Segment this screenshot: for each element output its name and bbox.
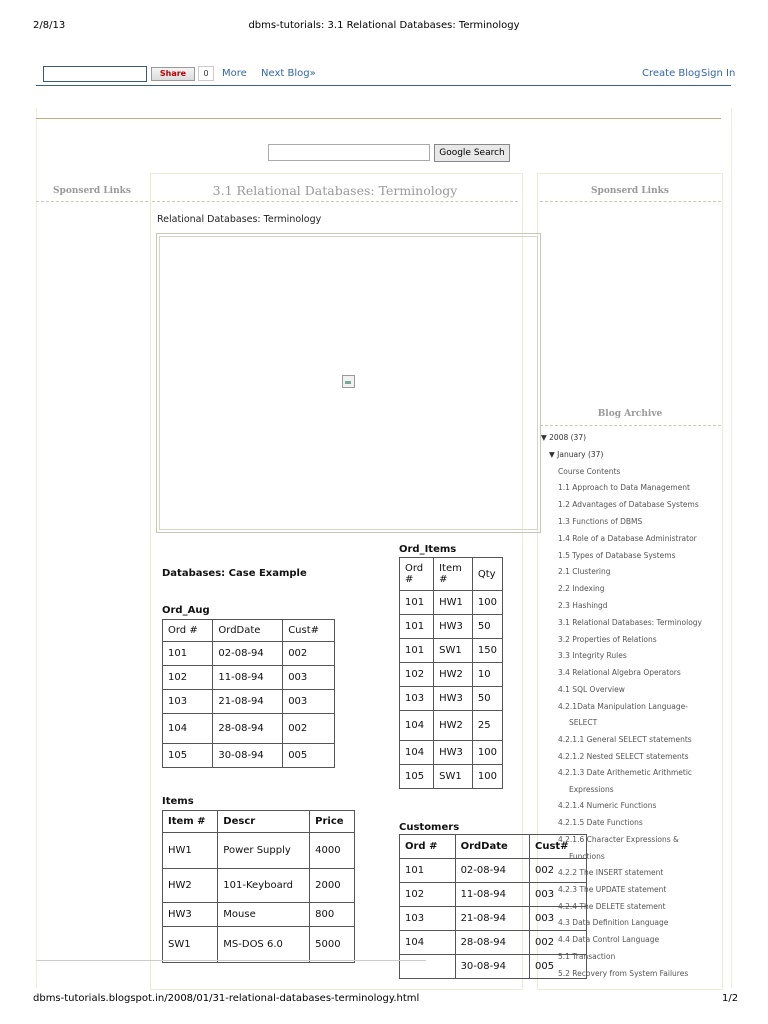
archive-post-link[interactable]: 4.2.1.5 Date Functions [558,818,643,828]
archive-post-link[interactable]: 4.4 Data Control Language [558,935,660,945]
column-header: Ord # [163,620,213,642]
table-cell: 11-08-94 [455,883,529,907]
table-cell: 102 [400,883,456,907]
table-cell: 101 [400,591,434,615]
table-header-row [400,558,503,591]
table-row [400,591,503,615]
table-cell: 103 [163,690,213,714]
table-row [163,927,355,963]
archive-post-link[interactable]: 1.5 Types of Database Systems [558,550,676,560]
table-cell: 02-08-94 [213,642,283,666]
share-count: 0 [198,66,214,81]
table-row [400,955,587,979]
archive-post-link[interactable]: 4.2.1.4 Numeric Functions [558,801,657,811]
table-cell: HW1 [163,833,218,869]
archive-post-link[interactable]: 1.2 Advantages of Database Systems [558,500,699,510]
table-cell: HW2 [163,869,218,903]
ord-items-label: Ord_Items [399,544,457,555]
table-cell: 101-Keyboard [218,869,310,903]
table-row [163,833,355,869]
table-cell: 150 [472,639,502,663]
table-row [163,690,335,714]
table-cell: 2000 [310,869,355,903]
customers-table [399,834,587,979]
table-row [400,765,503,789]
column-header: Cust# [283,620,335,642]
table-cell: 003 [283,666,335,690]
archive-post-link[interactable]: 4.2.4 The DELETE statement [558,901,666,911]
archive-post-link[interactable]: 3.1 Relational Databases: Terminology [558,617,702,627]
table-row [400,663,503,687]
archive-post-link[interactable]: 4.1 SQL Overview [558,685,625,694]
table-cell: 28-08-94 [213,714,283,744]
archive-post-link[interactable]: 4.2.1.2 Nested SELECT statements [558,751,689,761]
archive-post-link[interactable]: 2.2 Indexing [558,584,605,594]
table-header-row [163,811,355,833]
table-row [400,859,587,883]
items-label: Items [162,796,194,807]
table-cell: 003 [283,690,335,714]
navbar-divider [36,85,731,86]
table-cell: SW1 [434,765,473,789]
table-cell: 103 [400,907,456,931]
table-row [400,931,587,955]
table-cell: HW3 [163,903,218,927]
blog-archive-divider [540,425,721,426]
table-cell: HW3 [434,687,473,711]
page-frame-right [731,108,732,988]
table-cell: 002 [283,714,335,744]
archive-post-link[interactable]: 3.3 Integrity Rules [558,651,627,661]
archive-post-link[interactable]: 5.1 Transaction [558,952,616,961]
table-cell: 003 [529,883,586,907]
archive-post-link[interactable]: 1.1 Approach to Data Management [558,483,690,493]
header-rule [36,118,721,119]
sign-in-link[interactable]: Sign In [701,68,736,79]
table-cell: 104 [163,714,213,744]
next-blog-link[interactable]: Next Blog» [261,68,316,79]
table-row [163,666,335,690]
print-url: dbms-tutorials.blogspot.in/2008/01/31-relational-databases-terminology.html [33,993,420,1004]
archive-post-link[interactable]: 2.3 Hashingd [558,601,608,610]
archive-post-link[interactable]: 4.2.3 The UPDATE statement [558,884,667,894]
column-header: Descr [218,811,310,833]
table-cell: SW1 [163,927,218,963]
table-row [163,744,335,768]
table-cell: 105 [163,744,213,768]
table-row [163,903,355,927]
google-search-input[interactable] [268,144,430,161]
table-cell: 002 [529,931,586,955]
table-cell: 101 [400,615,434,639]
table-cell [400,955,456,979]
table-cell: 02-08-94 [455,859,529,883]
column-header: OrdDate [455,835,529,859]
table-cell: 30-08-94 [455,955,529,979]
table-cell: 104 [400,711,434,741]
print-title: dbms-tutorials: 3.1 Relational Databases: Terminology [248,20,520,31]
column-header: Ord # [400,558,434,591]
post-subtitle: Relational Databases: Terminology [157,214,322,225]
table-cell: 10 [472,663,502,687]
archive-post-link[interactable]: 4.3 Data Definition Language [558,918,669,928]
table-cell: 11-08-94 [213,666,283,690]
archive-post-link[interactable]: 4.2.1.6 Character Expressions & [558,835,679,844]
items-table [162,810,355,963]
archive-post-link[interactable]: 4.2.1.3 Date Arithemetic Arithmetic [558,768,693,778]
ord-aug-label: Ord_Aug [162,605,210,616]
table-cell: 104 [400,931,456,955]
case-example-heading: Databases: Case Example [162,568,307,579]
table-cell: HW3 [434,615,473,639]
table-cell: HW1 [434,591,473,615]
table-cell: 100 [472,591,502,615]
table-cell: 002 [529,859,586,883]
table-cell: 104 [400,741,434,765]
table-row [163,642,335,666]
table-cell: HW3 [434,741,473,765]
table-cell: 101 [400,639,434,663]
archive-toggle[interactable]: ▼ 2008 (37) [541,433,587,442]
navbar-search-input[interactable] [43,66,147,82]
table-row [163,869,355,903]
archive-post-link[interactable]: Course Contents [558,466,621,476]
column-header: OrdDate [213,620,283,642]
table-cell: 50 [472,615,502,639]
table-cell: 21-08-94 [213,690,283,714]
table-cell: HW2 [434,711,473,741]
table-cell: MS-DOS 6.0 [218,927,310,963]
post-title[interactable]: 3.1 Relational Databases: Terminology [212,183,458,198]
table-row [400,615,503,639]
table-cell: 100 [472,741,502,765]
table-cell: 800 [310,903,355,927]
table-cell: 101 [400,859,456,883]
create-blog-link[interactable]: Create Blog [642,68,701,79]
table-row [163,714,335,744]
ord-items-table [399,557,503,789]
archive-post-link[interactable]: 5.2 Recovery from System Failures [558,968,689,978]
table-cell: 100 [472,765,502,789]
table-cell: HW2 [434,663,473,687]
customers-label: Customers [399,822,460,833]
archive-post-link[interactable]: 1.4 Role of a Database Administrator [558,533,697,543]
column-header: Item # [434,558,473,591]
table-cell: Mouse [218,903,310,927]
print-date: 2/8/13 [33,20,66,31]
table-cell: 002 [283,642,335,666]
table-cell: 102 [400,663,434,687]
broken-image-icon [342,375,355,388]
share-button[interactable]: Share [151,67,195,81]
table-cell: SW1 [434,639,473,663]
table-cell: 003 [529,907,586,931]
archive-post-link[interactable]: 4.2.2 The INSERT statement [558,868,664,877]
table-cell: 30-08-94 [213,744,283,768]
table-cell: 005 [529,955,586,979]
right-sidebar-divider [540,201,721,202]
more-link[interactable]: More [222,68,247,79]
archive-post-link[interactable]: 2.1 Clustering [558,567,611,577]
archive-post-link[interactable]: Expressions [569,784,614,794]
column-header: Qty [472,558,502,591]
column-header: Item # [163,811,218,833]
archive-post-link[interactable]: 4.2.1Data Manipulation Language- [558,701,688,711]
table-row [400,741,503,765]
table-cell: 005 [283,744,335,768]
archive-post-link[interactable]: 3.4 Relational Algebra Operators [558,668,681,678]
table-cell: 28-08-94 [455,931,529,955]
archive-post-link[interactable]: 3.2 Properties of Relations [558,634,657,644]
archive-post-link[interactable]: 1.3 Functions of DBMS [558,517,643,526]
table-header-row [163,620,335,642]
column-header: Ord # [400,835,456,859]
table-cell: 21-08-94 [455,907,529,931]
table-cell: 102 [163,666,213,690]
print-page-number: 1/2 [722,993,739,1004]
table-cell: 25 [472,711,502,741]
ord-aug-table [162,619,335,768]
archive-post-link[interactable]: Functions [569,851,605,861]
table-cell: 5000 [310,927,355,963]
page-break-line [36,960,426,961]
blog-archive-heading: Blog Archive [597,409,663,419]
archive-post-link[interactable]: 4.2.1.1 General SELECT statements [558,734,692,744]
table-header-row [400,835,587,859]
table-row [400,711,503,741]
page-frame-left [36,108,37,988]
table-cell: Power Supply [218,833,310,869]
table-row [400,639,503,663]
column-header: Cust# [529,835,586,859]
archive-toggle[interactable]: ▼ January (37) [549,449,604,459]
table-cell: 4000 [310,833,355,869]
table-row [400,687,503,711]
right-sidebar-heading: Sponserd Links [591,186,669,196]
left-sidebar-divider [36,201,148,202]
table-cell: 101 [163,642,213,666]
table-cell: 50 [472,687,502,711]
post-title-divider [152,201,518,202]
google-search-button[interactable]: Google Search [434,144,510,162]
column-header: Price [310,811,355,833]
table-cell: 103 [400,687,434,711]
left-sidebar-heading: Sponserd Links [53,186,131,196]
table-cell: 105 [400,765,434,789]
table-row [400,883,587,907]
table-row [400,907,587,931]
archive-post-link[interactable]: SELECT [569,718,598,728]
